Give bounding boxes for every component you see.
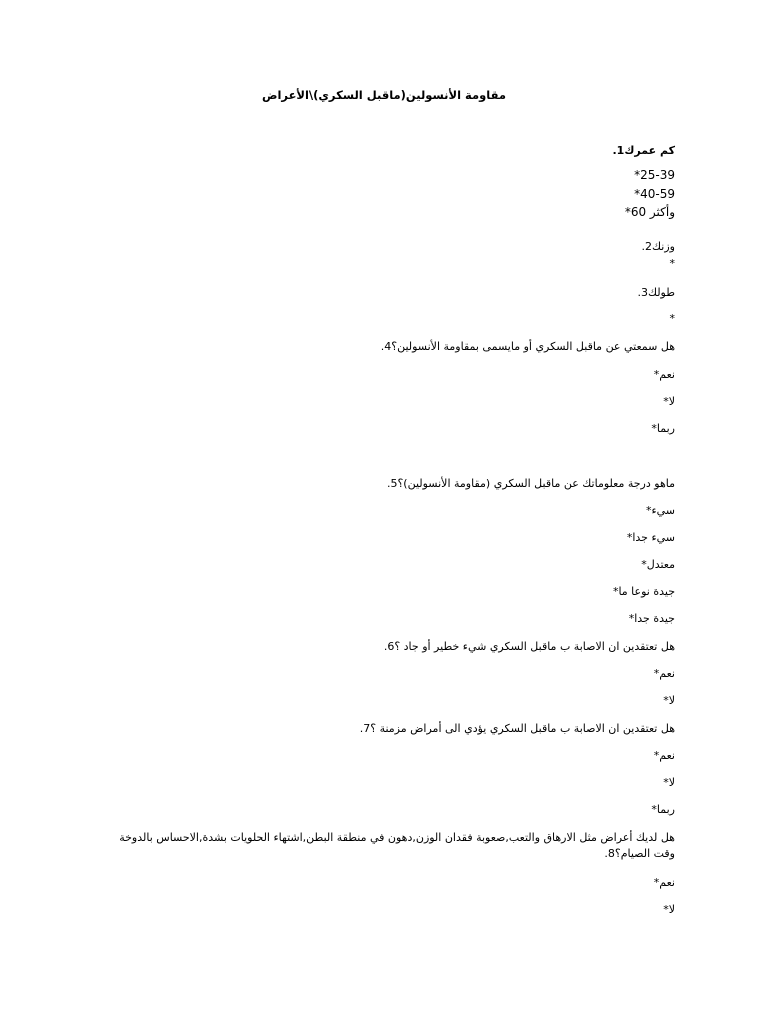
question-6-number: 6.: [383, 640, 395, 653]
question-2-number: 2.: [641, 240, 653, 253]
question-4-number: 4.: [380, 340, 392, 353]
question-1-text: كم عمرك: [624, 144, 675, 157]
question-3-number: 3.: [637, 286, 648, 299]
question-5-option-2: سيء جدا*: [626, 531, 675, 544]
question-4-option-2: لا*: [663, 395, 675, 408]
question-6: [384, 639, 675, 655]
question-2: [642, 239, 675, 255]
question-7-option-3: ربما*: [651, 803, 675, 816]
question-8-number: 8.: [604, 847, 615, 860]
question-5-option-5: جيدة جدا*: [628, 612, 675, 625]
question-1-option-3: وأكثر 60*: [624, 205, 675, 219]
question-5-number: 5.: [386, 477, 398, 490]
question-8-text: هل لديك أعراض مثل الارهاق والتعب,صعوبة فقدان الوزن,دهون في منطقة البطن,اشتهاء الحلويات بشدة,الاحساس بالدوخة وقت الصيام؟: [119, 831, 675, 860]
question-3: [637, 285, 675, 301]
question-8: [110, 830, 675, 862]
question-6-option-2: لا*: [663, 694, 675, 707]
question-7: [360, 721, 675, 737]
question-5: [387, 476, 675, 492]
document-title: مقاومة الأنسولين(ماقبل السكري)\الأعراض: [262, 88, 506, 102]
question-3-text: طولك: [647, 286, 675, 299]
question-1-option-1: 25-39*: [634, 168, 675, 182]
question-8-option-1: نعم*: [653, 876, 675, 889]
question-5-option-4: جيدة نوعا ما*: [612, 585, 675, 598]
question-4-option-3: ربما*: [651, 422, 675, 435]
question-7-option-2: لا*: [663, 776, 675, 789]
question-1-number: 1.: [612, 144, 625, 157]
question-5-option-3: معتدل*: [641, 558, 675, 571]
question-8-option-2: لا*: [663, 903, 675, 916]
question-4-text: هل سمعتي عن ماقبل السكري أو مايسمى بمقاومة الأنسولين؟: [391, 340, 675, 353]
question-7-number: 7.: [359, 722, 371, 735]
question-4: [381, 339, 675, 355]
question-5-option-1: سيء*: [645, 504, 675, 517]
question-4-option-1: نعم*: [653, 368, 675, 381]
question-1: [612, 143, 675, 159]
question-7-text: هل تعتقدين ان الاصابة ب ماقبل السكري يؤدي الى أمراض مزمنة ؟: [370, 722, 675, 735]
question-6-option-1: نعم*: [653, 667, 675, 680]
question-5-text: ماهو درجة معلوماتك عن ماقبل السكري (مقاومة الأنسولين)؟: [397, 477, 675, 490]
question-2-answer: *: [669, 257, 675, 270]
question-2-text: وزنك: [652, 240, 675, 253]
question-1-option-2: 40-59*: [634, 187, 675, 201]
question-7-option-1: نعم*: [653, 749, 675, 762]
question-6-text: هل تعتقدين ان الاصابة ب ماقبل السكري شيء خطير أو جاد ؟: [394, 640, 675, 653]
question-3-answer: *: [669, 312, 675, 325]
